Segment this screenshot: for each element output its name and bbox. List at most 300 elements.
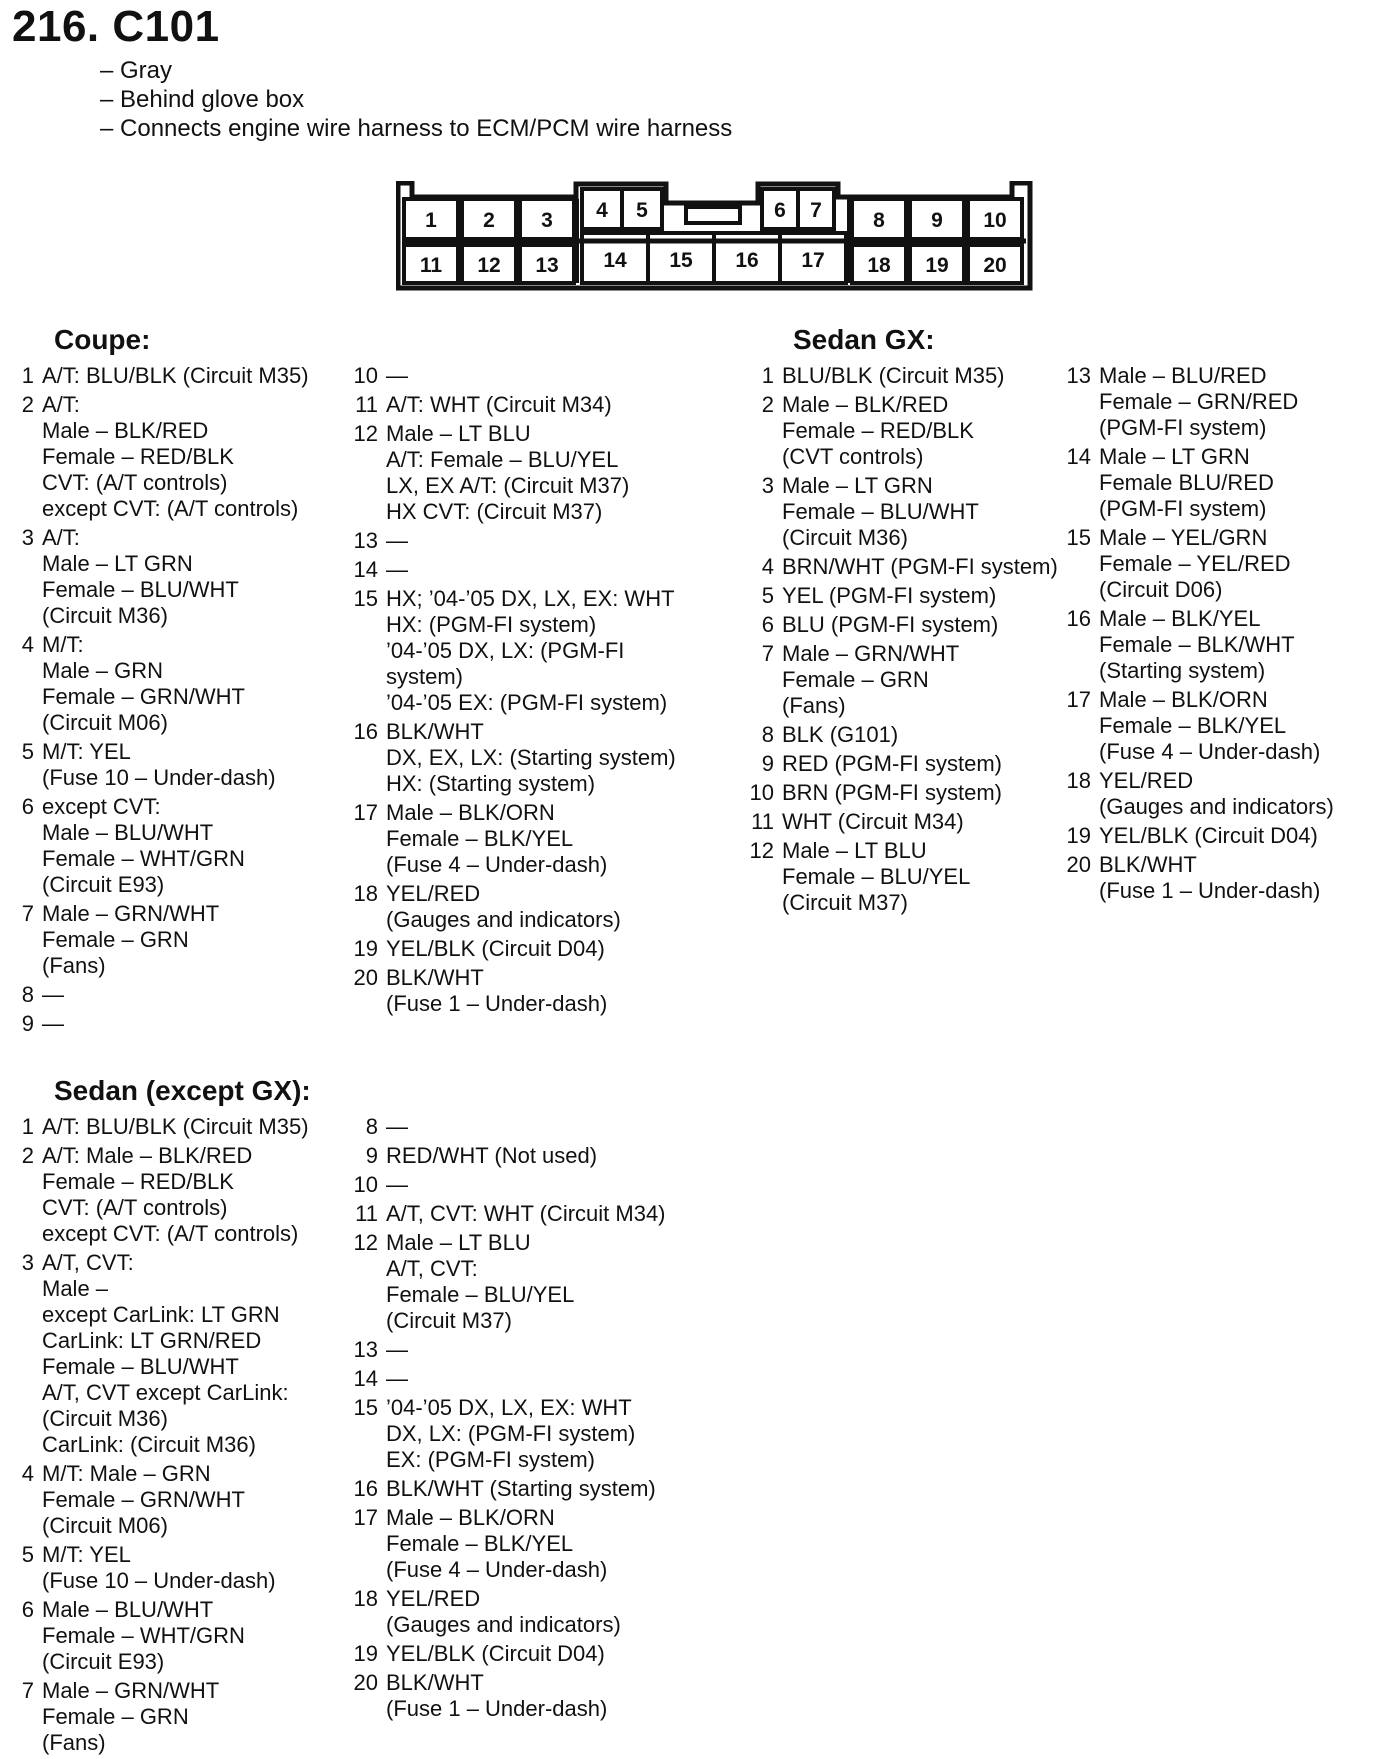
pin-description-line: (Circuit M36) xyxy=(42,603,168,628)
pin-entry xyxy=(0,1011,309,1037)
pin-description-line: WHT (Circuit M34) xyxy=(782,809,964,834)
pin-description-line: Male – BLK/YEL xyxy=(1099,606,1261,631)
sedan-gx-pin-list-left xyxy=(740,363,1058,919)
pin-description-line: (Fuse 1 – Under-dash) xyxy=(1099,878,1321,903)
cavity-15-label: 15 xyxy=(669,249,693,272)
pin-entry xyxy=(344,1337,666,1363)
pin-description xyxy=(386,881,621,933)
pin-description-line: M/T: YEL xyxy=(42,739,131,764)
pin-number: 9 xyxy=(365,1143,378,1168)
pin-entry xyxy=(740,809,1058,835)
pin-number: 2 xyxy=(761,392,774,417)
pin-entry xyxy=(1057,768,1334,820)
pin-description xyxy=(386,363,408,389)
pin-number: 5 xyxy=(21,739,34,764)
pin-number: 11 xyxy=(355,1201,378,1226)
pin-description-line: Female – WHT/GRN xyxy=(42,1623,245,1648)
pin-description-line: Male – BLU/WHT xyxy=(42,820,214,845)
pin-description-line: Male – GRN/WHT xyxy=(42,901,220,926)
pin-entry xyxy=(740,473,1058,551)
pin-entry xyxy=(344,1395,666,1473)
pin-entry xyxy=(0,1461,309,1539)
pin-number: 10 xyxy=(749,780,774,805)
pin-description-line: (Fans) xyxy=(42,953,106,978)
pin-description-line: — xyxy=(386,1114,408,1139)
pin-number: 15 xyxy=(353,586,378,611)
pin-number: 7 xyxy=(761,641,774,666)
pin-description-line: BLU/BLK (Circuit M35) xyxy=(782,363,1005,388)
pin-description xyxy=(782,722,898,748)
coupe-pin-list-left xyxy=(0,363,309,1040)
pin-description-line: BLK (G101) xyxy=(782,722,899,747)
pin-description-line: BRN (PGM-FI system) xyxy=(782,780,1002,805)
pin-description-line: — xyxy=(42,1011,64,1036)
pin-description-line: (Fans) xyxy=(782,693,846,718)
pin-description-line: Male – GRN/WHT xyxy=(782,641,960,666)
pin-description-line: (PGM-FI system) xyxy=(1099,496,1267,521)
pin-description-line: YEL/BLK (Circuit D04) xyxy=(386,936,605,961)
pin-description-line: YEL/RED xyxy=(1099,768,1194,793)
pin-description-line: Male – GRN xyxy=(42,658,164,683)
pin-description-line: ’04-’05 DX, LX, EX: WHT xyxy=(386,1395,632,1420)
pin-number: 8 xyxy=(21,982,34,1007)
pin-entry xyxy=(0,982,309,1008)
pin-description xyxy=(42,739,276,791)
pin-description xyxy=(386,421,629,525)
pin-number: 4 xyxy=(761,554,774,579)
pin-description-line: Male – GRN/WHT xyxy=(42,1678,220,1703)
pin-description xyxy=(782,809,964,835)
pin-description-line: Male – LT BLU xyxy=(386,421,531,446)
pin-number: 18 xyxy=(1066,768,1091,793)
pin-description-line: — xyxy=(386,1172,408,1197)
pin-description xyxy=(782,780,1002,806)
pin-entry xyxy=(740,612,1058,638)
pin-description-line: ’04-’05 DX, LX: (PGM-FI xyxy=(386,638,625,663)
pin-description-line: Male – BLK/RED xyxy=(782,392,949,417)
pin-description xyxy=(42,1597,245,1675)
pin-description xyxy=(42,982,64,1008)
pin-description-line: HX; ’04-’05 DX, LX, EX: WHT xyxy=(386,586,675,611)
pin-number: 3 xyxy=(761,473,774,498)
connector-description-list xyxy=(100,56,732,143)
pin-number: 20 xyxy=(353,1670,378,1695)
pin-description-line: (Fuse 1 – Under-dash) xyxy=(386,1696,608,1721)
pin-description xyxy=(386,528,408,554)
pin-description-line: Male – BLU/RED xyxy=(1099,363,1267,388)
pin-number: 3 xyxy=(21,525,34,550)
pin-number: 9 xyxy=(761,751,774,776)
pin-description-line: LX, EX A/T: (Circuit M37) xyxy=(386,473,630,498)
pin-description-line: A/T: Female – BLU/YEL xyxy=(386,447,619,472)
pin-entry xyxy=(1057,444,1334,522)
pin-description-line: Female – GRN xyxy=(42,927,189,952)
pin-description xyxy=(386,1201,666,1227)
pin-description-line: except CVT: (A/T controls) xyxy=(42,496,299,521)
pin-description-line: Female – BLU/YEL xyxy=(386,1282,575,1307)
pin-description-line: ’04-’05 EX: (PGM-FI system) xyxy=(386,690,668,715)
pin-description-line: Female – RED/BLK xyxy=(42,444,234,469)
pin-description xyxy=(42,901,219,979)
pin-description xyxy=(42,1542,276,1594)
pin-description xyxy=(782,554,1058,580)
pin-entry xyxy=(0,525,309,629)
cavity-6-label: 6 xyxy=(774,199,786,222)
pin-number: 17 xyxy=(353,1505,378,1530)
pin-description-line: Male – LT GRN xyxy=(782,473,933,498)
pin-entry xyxy=(740,751,1058,777)
pin-description-line: M/T: Male – GRN xyxy=(42,1461,211,1486)
pin-description-line: Female – RED/BLK xyxy=(782,418,974,443)
pin-description xyxy=(42,392,298,522)
pin-description-line: (Circuit M36) xyxy=(42,1406,168,1431)
pin-description-line: (Gauges and indicators) xyxy=(1099,794,1334,819)
pin-entry xyxy=(0,1597,309,1675)
pin-entry xyxy=(1057,687,1334,765)
cavity-18-label: 18 xyxy=(867,254,891,277)
pin-description-line: A/T: BLU/BLK (Circuit M35) xyxy=(42,1114,309,1139)
pin-description xyxy=(42,1250,289,1458)
pin-entry xyxy=(0,632,309,736)
pin-description-line: Male – YEL/GRN xyxy=(1099,525,1268,550)
pin-description-line: BLK/WHT (Starting system) xyxy=(386,1476,656,1501)
pin-description-line: Female – BLK/YEL xyxy=(1099,713,1287,738)
pin-number: 4 xyxy=(21,632,34,657)
pin-description xyxy=(386,1641,605,1667)
pin-description-line: Female – BLU/WHT xyxy=(42,577,239,602)
pin-entry xyxy=(0,392,309,522)
pin-description-line: RED/WHT (Not used) xyxy=(386,1143,598,1168)
pin-description xyxy=(386,557,408,583)
pin-description-line: Female – RED/BLK xyxy=(42,1169,234,1194)
pin-description xyxy=(1099,363,1298,441)
pin-number: 9 xyxy=(21,1011,34,1036)
pin-entry xyxy=(344,586,676,716)
pin-entry xyxy=(344,1143,666,1169)
pin-description-line: Female – GRN/WHT xyxy=(42,1487,245,1512)
pin-entry xyxy=(344,965,676,1017)
pin-number: 10 xyxy=(353,1172,378,1197)
pin-entry xyxy=(0,1250,309,1458)
pin-description xyxy=(42,1011,64,1037)
pin-entry xyxy=(740,363,1058,389)
cavity-19-label: 19 xyxy=(925,254,949,277)
pin-entry xyxy=(1057,363,1334,441)
pin-description-line: (Fuse 10 – Under-dash) xyxy=(42,1568,276,1593)
pin-description xyxy=(42,1678,219,1756)
pin-description-line: Male – BLK/ORN xyxy=(386,1505,555,1530)
pin-number: 14 xyxy=(1066,444,1091,469)
pin-description xyxy=(386,586,675,716)
pin-description-line: Female – GRN/WHT xyxy=(42,684,245,709)
pin-description-line: Male – LT GRN xyxy=(42,551,193,576)
pin-description-line: (PGM-FI system) xyxy=(1099,415,1267,440)
pin-number: 11 xyxy=(751,809,774,834)
pin-description-line: YEL/BLK (Circuit D04) xyxy=(1099,823,1318,848)
pin-entry xyxy=(740,722,1058,748)
pin-number: 14 xyxy=(353,557,378,582)
pin-description-line: Male – LT BLU xyxy=(386,1230,531,1255)
pin-entry xyxy=(344,1172,666,1198)
pin-entry xyxy=(344,800,676,878)
pin-description xyxy=(386,965,607,1017)
pin-description-line: CVT: (A/T controls) xyxy=(42,470,228,495)
pin-description-line: Female – GRN xyxy=(782,667,929,692)
pin-description-line: except CVT: xyxy=(42,794,161,819)
pin-description xyxy=(42,794,245,898)
pin-entry xyxy=(344,719,676,797)
pin-number: 19 xyxy=(1066,823,1091,848)
pin-description-line: (Circuit M06) xyxy=(42,710,168,735)
pin-description-line: Male – LT BLU xyxy=(782,838,927,863)
pin-number: 16 xyxy=(353,719,378,744)
sedan-except-gx-pin-list-left xyxy=(0,1114,309,1759)
coupe-heading: Coupe: xyxy=(54,324,151,355)
pin-entry xyxy=(0,901,309,979)
pin-number: 2 xyxy=(21,1143,34,1168)
pin-description-line: BLU (PGM-FI system) xyxy=(782,612,999,637)
pin-number: 20 xyxy=(1066,852,1091,877)
pin-number: 17 xyxy=(353,800,378,825)
pin-number: 18 xyxy=(353,1586,378,1611)
cavity-17-label: 17 xyxy=(801,249,825,272)
cavity-13-label: 13 xyxy=(535,254,559,277)
pin-number: 15 xyxy=(353,1395,378,1420)
pin-description-line: (Starting system) xyxy=(1099,658,1266,683)
cavity-2-label: 2 xyxy=(483,209,495,232)
pin-description-line: (Gauges and indicators) xyxy=(386,1612,621,1637)
pin-description-line: Female – BLU/YEL xyxy=(782,864,971,889)
pin-description-line: CVT: (A/T controls) xyxy=(42,1195,228,1220)
pin-number: 15 xyxy=(1066,525,1091,550)
pin-description-line: A/T: WHT (Circuit M34) xyxy=(386,392,612,417)
pin-number: 13 xyxy=(353,528,378,553)
pin-number: 20 xyxy=(353,965,378,990)
pin-entry xyxy=(1057,823,1334,849)
pin-number: 16 xyxy=(1066,606,1091,631)
pin-description-line: (Fuse 1 – Under-dash) xyxy=(386,991,608,1016)
cavity-20-label: 20 xyxy=(983,254,1007,277)
pin-description xyxy=(1099,606,1295,684)
pin-description xyxy=(386,800,607,878)
pin-description-line: (Circuit M36) xyxy=(782,525,908,550)
pin-description xyxy=(42,1461,245,1539)
pin-entry xyxy=(344,1201,666,1227)
pin-description-line: A/T: xyxy=(42,525,80,550)
cavity-10-label: 10 xyxy=(983,209,1007,232)
pin-description-line: (Fans) xyxy=(42,1730,106,1755)
pin-number: 18 xyxy=(353,881,378,906)
pin-entry xyxy=(740,583,1058,609)
pin-description-line: A/T, CVT: WHT (Circuit M34) xyxy=(386,1201,666,1226)
pin-description-line: M/T: xyxy=(42,632,84,657)
pin-description-line: A/T: Male – BLK/RED xyxy=(42,1143,253,1168)
pin-description-line: BRN/WHT (PGM-FI system) xyxy=(782,554,1058,579)
pin-entry xyxy=(1057,606,1334,684)
pin-description-line: Female – BLU/WHT xyxy=(42,1354,239,1379)
pin-description xyxy=(782,473,979,551)
pin-entry xyxy=(344,1586,666,1638)
cavity-9-label: 9 xyxy=(931,209,943,232)
pin-number: 14 xyxy=(353,1366,378,1391)
pin-description-line: Female – GRN/RED xyxy=(1099,389,1299,414)
sedan-gx-pin-list-right xyxy=(1057,363,1334,907)
pin-entry xyxy=(740,838,1058,916)
pin-description xyxy=(386,1366,408,1392)
pin-description-line: (Circuit E93) xyxy=(42,1649,165,1674)
pin-entry xyxy=(344,1476,666,1502)
latch-slot xyxy=(686,207,740,223)
pin-description-line: DX, LX: (PGM-FI system) xyxy=(386,1421,636,1446)
pin-description-line: (Fuse 4 – Under-dash) xyxy=(386,1557,608,1582)
pin-number: 5 xyxy=(21,1542,34,1567)
pin-description-line: YEL/RED xyxy=(386,1586,481,1611)
pin-description-line: Male – BLK/ORN xyxy=(386,800,555,825)
pin-description xyxy=(386,936,605,962)
pin-description xyxy=(1099,687,1320,765)
pin-description-line: RED (PGM-FI system) xyxy=(782,751,1002,776)
pin-description-line: BLK/WHT xyxy=(386,965,484,990)
pin-description xyxy=(386,1505,607,1583)
pin-description xyxy=(1099,768,1334,820)
pin-entry xyxy=(0,1678,309,1756)
cavity-7-label: 7 xyxy=(810,199,822,222)
pin-description-line: (Fuse 4 – Under-dash) xyxy=(386,852,608,877)
pin-entry xyxy=(344,528,676,554)
pin-entry xyxy=(0,739,309,791)
pin-description-line: — xyxy=(386,363,408,388)
connector-location-note: – Behind glove box xyxy=(100,86,305,113)
pin-entry xyxy=(740,554,1058,580)
pin-description-line: CarLink: (Circuit M36) xyxy=(42,1432,256,1457)
pin-description-line: EX: (PGM-FI system) xyxy=(386,1447,595,1472)
pin-number: 8 xyxy=(761,722,774,747)
pin-description-line: Male – BLK/ORN xyxy=(1099,687,1268,712)
pin-description xyxy=(1099,525,1291,603)
pin-description xyxy=(782,838,970,916)
connector-function-note: – Connects engine wire harness to ECM/PCM wire harness xyxy=(100,115,733,142)
pin-description xyxy=(1099,823,1318,849)
pin-description xyxy=(782,751,1002,777)
pin-description-line: Male – xyxy=(42,1276,109,1301)
pin-number: 10 xyxy=(353,363,378,388)
pin-number: 11 xyxy=(355,392,378,417)
pin-number: 3 xyxy=(21,1250,34,1275)
pin-description xyxy=(386,1143,597,1169)
pin-description-line: Female – BLU/WHT xyxy=(782,499,979,524)
pin-number: 12 xyxy=(353,1230,378,1255)
pin-description-line: M/T: YEL xyxy=(42,1542,131,1567)
pin-entry xyxy=(0,1114,309,1140)
pin-description-line: Female BLU/RED xyxy=(1099,470,1274,495)
pin-number: 7 xyxy=(21,1678,34,1703)
pin-number: 12 xyxy=(749,838,774,863)
pin-description xyxy=(386,1172,408,1198)
pin-entry xyxy=(1057,525,1334,603)
pin-entry xyxy=(344,1230,666,1334)
pin-description-line: BLK/WHT xyxy=(386,719,484,744)
pin-entry xyxy=(344,1366,666,1392)
pin-number: 2 xyxy=(21,392,34,417)
pin-description-line: — xyxy=(42,982,64,1007)
pin-number: 13 xyxy=(1066,363,1091,388)
pin-description xyxy=(42,525,239,629)
pin-entry xyxy=(0,1542,309,1594)
cavity-12-label: 12 xyxy=(477,254,501,277)
pin-description xyxy=(386,1230,574,1334)
cavity-4-label: 4 xyxy=(596,199,608,222)
pin-entry xyxy=(344,1670,666,1722)
pin-description xyxy=(782,612,998,638)
pin-entry xyxy=(740,641,1058,719)
pin-number: 1 xyxy=(761,363,774,388)
pin-number: 4 xyxy=(21,1461,34,1486)
coupe-pin-list-right xyxy=(344,363,676,1020)
pin-description-line: Male – LT GRN xyxy=(1099,444,1250,469)
pin-description-line: (CVT controls) xyxy=(782,444,924,469)
pin-description-line: CarLink: LT GRN/RED xyxy=(42,1328,262,1353)
pin-entry xyxy=(344,363,676,389)
pin-number: 17 xyxy=(1066,687,1091,712)
cavity-14-label: 14 xyxy=(603,249,627,272)
pin-description xyxy=(386,719,676,797)
pin-description xyxy=(386,1114,408,1140)
pin-description-line: Female – BLK/WHT xyxy=(1099,632,1295,657)
page-title: 216. C101 xyxy=(12,2,220,51)
pin-description xyxy=(782,392,974,470)
pin-description xyxy=(42,632,245,736)
pin-entry xyxy=(0,363,309,389)
pin-number: 8 xyxy=(365,1114,378,1139)
pin-description-line: YEL (PGM-FI system) xyxy=(782,583,997,608)
pin-description-line: Female – GRN xyxy=(42,1704,189,1729)
pin-description-line: Female – YEL/RED xyxy=(1099,551,1291,576)
cavity-1-label: 1 xyxy=(425,209,437,232)
pin-entry xyxy=(740,392,1058,470)
pin-description xyxy=(386,1670,607,1722)
pin-description-line: A/T: BLU/BLK (Circuit M35) xyxy=(42,363,309,388)
pin-number: 1 xyxy=(21,1114,34,1139)
pin-number: 16 xyxy=(353,1476,378,1501)
pin-description-line: (Fuse 10 – Under-dash) xyxy=(42,765,276,790)
pin-number: 7 xyxy=(21,901,34,926)
pin-description xyxy=(782,583,996,609)
connector-color-note: – Gray xyxy=(100,57,173,84)
pin-description-line: (Circuit M37) xyxy=(782,890,908,915)
pin-description xyxy=(42,1114,309,1140)
pin-number: 13 xyxy=(353,1337,378,1362)
pin-description-line: — xyxy=(386,1366,408,1391)
pin-description xyxy=(386,1476,656,1502)
pin-description-line: — xyxy=(386,557,408,582)
pin-description xyxy=(386,1586,621,1638)
pin-description-line: system) xyxy=(386,664,463,689)
sedan-except-gx-pin-list-right xyxy=(344,1114,666,1725)
pin-number: 12 xyxy=(353,421,378,446)
pin-description-line: HX: (Starting system) xyxy=(386,771,596,796)
pin-description-line: except CarLink: LT GRN xyxy=(42,1302,280,1327)
pin-description xyxy=(386,1337,408,1363)
pin-description-line: (Fuse 4 – Under-dash) xyxy=(1099,739,1321,764)
pin-description-line: A/T, CVT except CarLink: xyxy=(42,1380,289,1405)
pin-description-line: except CVT: (A/T controls) xyxy=(42,1221,299,1246)
pin-description xyxy=(782,363,1005,389)
pin-description-line: HX CVT: (Circuit M37) xyxy=(386,499,603,524)
cavity-8-label: 8 xyxy=(873,209,885,232)
pin-description-line: DX, EX, LX: (Starting system) xyxy=(386,745,676,770)
pin-number: 6 xyxy=(21,794,34,819)
pin-description-line: — xyxy=(386,528,408,553)
